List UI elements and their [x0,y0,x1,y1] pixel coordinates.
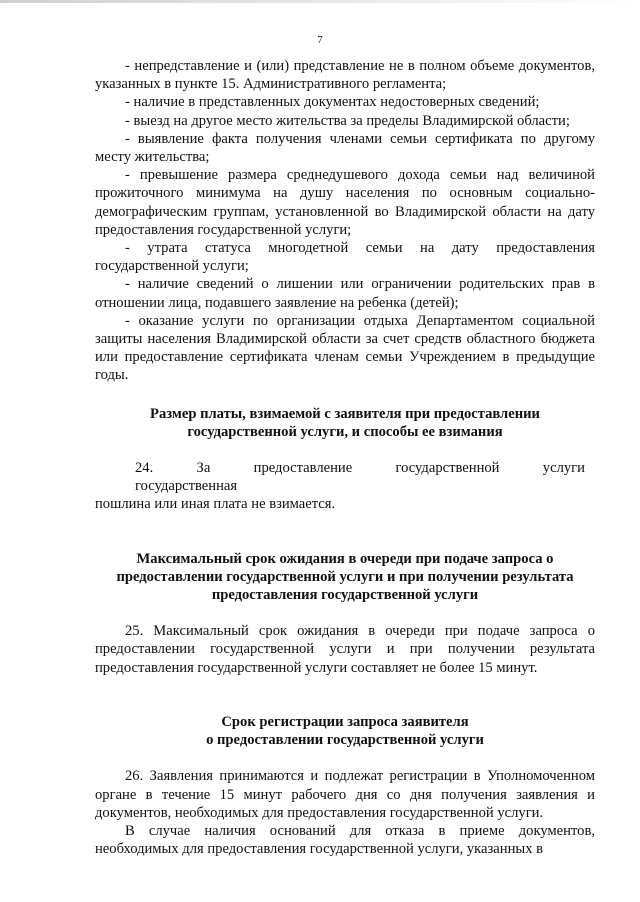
list-item: - выявление факта получения членами семьи сертификата по другому месту жительства; [95,130,595,166]
scan-edge [0,0,640,3]
paragraph-26-continued: В случае наличия оснований для отказа в приеме документов, необходимых для предоставления государственной услуги, указанных в [95,822,595,858]
paragraph-26: 26. Заявления принимаются и подлежат регистрации в Уполномоченном органе в течение 15 минут рабочего дня со дня получения заявления и документов, необходимых для предоставления государственной услуги. [95,768,595,821]
list-item: - превышение размера среднедушевого дохода семьи над величиной прожиточного минимума на душу населения по основным социально-демографическим группам, установленной во Владимирской области на дату предоставления государственной услуги; [95,167,595,238]
section-heading-fee: Размер платы, взимаемой с заявителя при предоставлении государственной услуги, и способы ее взимания [150,405,540,440]
list-item: - выезд на другое место жительства за пределы Владимирской области; [125,112,570,129]
list-item: - наличие в представленных документах недостоверных сведений; [125,94,540,111]
page-number: 7 [317,34,323,46]
list-item: - наличие сведений о лишении или ограничении родительских прав в отношении лица, подавшего заявление на ребенка (детей); [95,276,595,311]
list-item: - оказание услуги по организации отдыха Департаментом социальной защиты населения Владимирской области за счет средств областного бюджета или предоставление сертификата членам семьи Учреждением в предыдущие годы. [95,312,595,384]
paragraph-24: 24. За предоставление государственной услуги государственная пошлина или иная плата не взимается. [95,460,585,513]
section-heading-registration: Срок регистрации запроса заявителя о предоставлении государственной услуги [206,713,484,749]
list-item: - непредставление и (или) представление не в полном объеме документов, указанных в пункте 15. Административного регламента; [95,58,595,93]
section-heading-wait: Максимальный срок ожидания в очереди при подаче запроса о предоставлении государственной услуги и при получении результата предоставления государственной услуги [116,550,574,604]
paragraph-25: 25. Максимальный срок ожидания в очереди при подаче запроса о предоставлении государственной услуги и при получении результата предоставления государственной услуги составляет не более 15 минут. [95,623,595,676]
list-item: - утрата статуса многодетной семьи на дату предоставления государственной услуги; [95,240,595,275]
document-body [95,57,595,858]
